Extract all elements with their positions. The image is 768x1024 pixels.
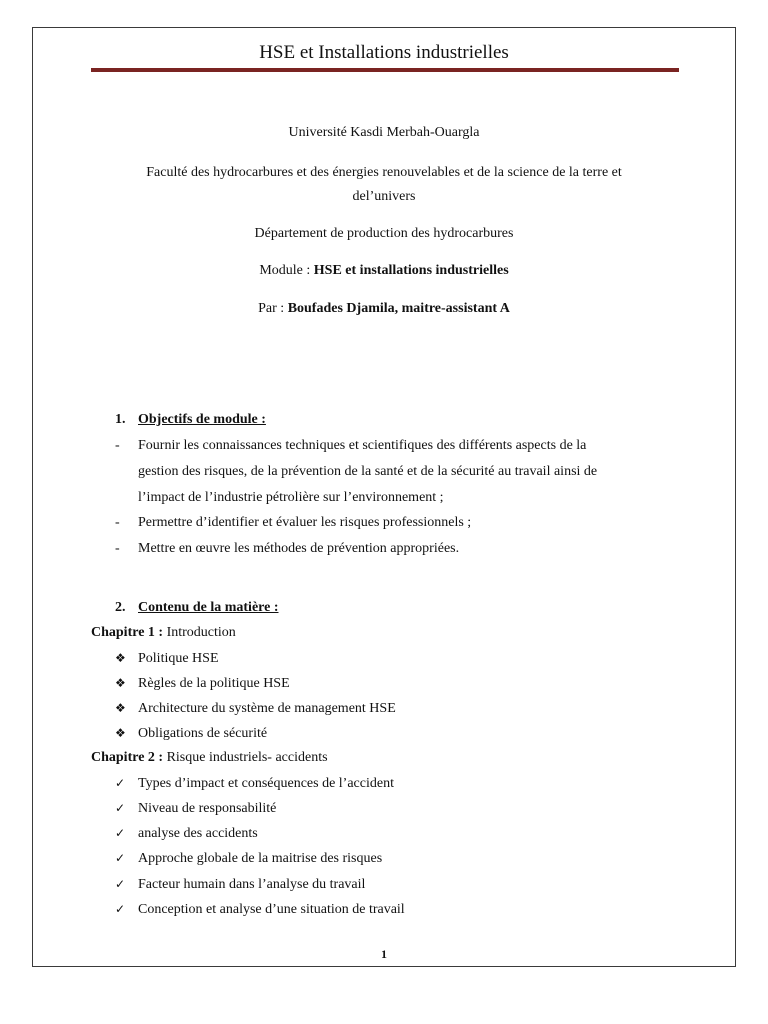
checkmark-bullet-icon: ✓ bbox=[115, 776, 126, 790]
list-item-text: Conception et analyse d’une situation de travail bbox=[138, 902, 405, 917]
list-item bbox=[115, 773, 394, 794]
diamond-bullet-icon: ❖ bbox=[115, 726, 126, 740]
module-name: HSE et installations industrielles bbox=[313, 263, 509, 278]
objective-text-continued: l’impact de l’industrie pétrolière sur l’environnement ; bbox=[138, 490, 444, 505]
university-name: Université Kasdi Merbah-Ouargla bbox=[288, 125, 480, 140]
objective-text: Permettre d’identifier et évaluer les risques professionnels ; bbox=[138, 515, 472, 530]
checkmark-bullet-icon: ✓ bbox=[115, 851, 126, 865]
list-item-text: Approche globale de la maitrise des risques bbox=[138, 851, 383, 866]
dash-marker: - bbox=[115, 515, 120, 530]
author-line bbox=[100, 296, 668, 322]
list-item-text: Règles de la politique HSE bbox=[138, 676, 290, 691]
list-item bbox=[115, 698, 396, 719]
list-item-text: Architecture du système de management HSE bbox=[138, 701, 396, 716]
diamond-bullet-icon: ❖ bbox=[115, 701, 126, 715]
faculty-line-1: Faculté des hydrocarbures et des énergies renouvelables et de la science de la terre et bbox=[146, 165, 622, 180]
section-objectifs-heading bbox=[115, 410, 266, 430]
list-item-text: Politique HSE bbox=[138, 651, 219, 666]
section-number: 2. bbox=[115, 600, 126, 615]
section-title: Contenu de la matière : bbox=[138, 600, 279, 615]
list-item bbox=[115, 823, 258, 844]
list-item bbox=[115, 899, 405, 920]
chapter-2-heading bbox=[91, 748, 328, 768]
list-item-text: Types d’impact et conséquences de l’accident bbox=[138, 776, 394, 791]
list-item bbox=[115, 673, 290, 694]
author-label: Par : bbox=[258, 301, 285, 316]
objective-text: Mettre en œuvre les méthodes de prévention appropriées. bbox=[138, 541, 460, 556]
chapter-label: Chapitre 1 : bbox=[91, 625, 164, 640]
list-item-text: Niveau de responsabilité bbox=[138, 801, 277, 816]
dash-marker: - bbox=[115, 438, 120, 453]
objective-text-continued: gestion des risques, de la prévention de la santé et de la sécurité au travail ainsi de bbox=[138, 464, 598, 479]
list-item bbox=[115, 798, 276, 819]
dash-marker: - bbox=[115, 541, 120, 556]
list-item-text: analyse des accidents bbox=[138, 826, 258, 841]
list-item bbox=[115, 648, 219, 669]
module-line bbox=[100, 258, 668, 284]
page-number: 1 bbox=[381, 947, 387, 961]
checkmark-bullet-icon: ✓ bbox=[115, 826, 126, 840]
faculty-line-2: del’univers bbox=[352, 189, 416, 204]
department-name bbox=[100, 221, 668, 247]
header-rule bbox=[91, 68, 679, 72]
chapter-1-heading bbox=[91, 623, 236, 643]
chapter-label: Chapitre 2 : bbox=[91, 750, 164, 765]
objective-item bbox=[115, 510, 471, 536]
objective-text: Fournir les connaissances techniques et scientifiques des différents aspects de la bbox=[138, 438, 587, 453]
checkmark-bullet-icon: ✓ bbox=[115, 877, 126, 891]
checkmark-bullet-icon: ✓ bbox=[115, 902, 126, 916]
list-item bbox=[115, 874, 365, 895]
objective-item bbox=[115, 536, 459, 562]
list-item bbox=[115, 723, 267, 744]
section-number: 1. bbox=[115, 412, 126, 427]
diamond-bullet-icon: ❖ bbox=[115, 651, 126, 665]
chapter-title: Introduction bbox=[166, 625, 236, 640]
chapter-title: Risque industriels- accidents bbox=[166, 750, 328, 765]
list-item bbox=[115, 848, 382, 869]
checkmark-bullet-icon: ✓ bbox=[115, 801, 126, 815]
department-text: Département de production des hydrocarbures bbox=[254, 226, 514, 241]
section-contenu-heading bbox=[115, 598, 279, 618]
objective-item bbox=[115, 433, 586, 459]
module-label: Module : bbox=[259, 263, 311, 278]
list-item-text: Obligations de sécurité bbox=[138, 726, 268, 741]
author-name: Boufades Djamila, maitre-assistant A bbox=[287, 301, 510, 316]
list-item-text: Facteur humain dans l’analyse du travail bbox=[138, 877, 366, 892]
document-header-title: HSE et Installations industrielles bbox=[259, 42, 509, 63]
section-title: Objectifs de module : bbox=[138, 412, 266, 427]
diamond-bullet-icon: ❖ bbox=[115, 676, 126, 690]
